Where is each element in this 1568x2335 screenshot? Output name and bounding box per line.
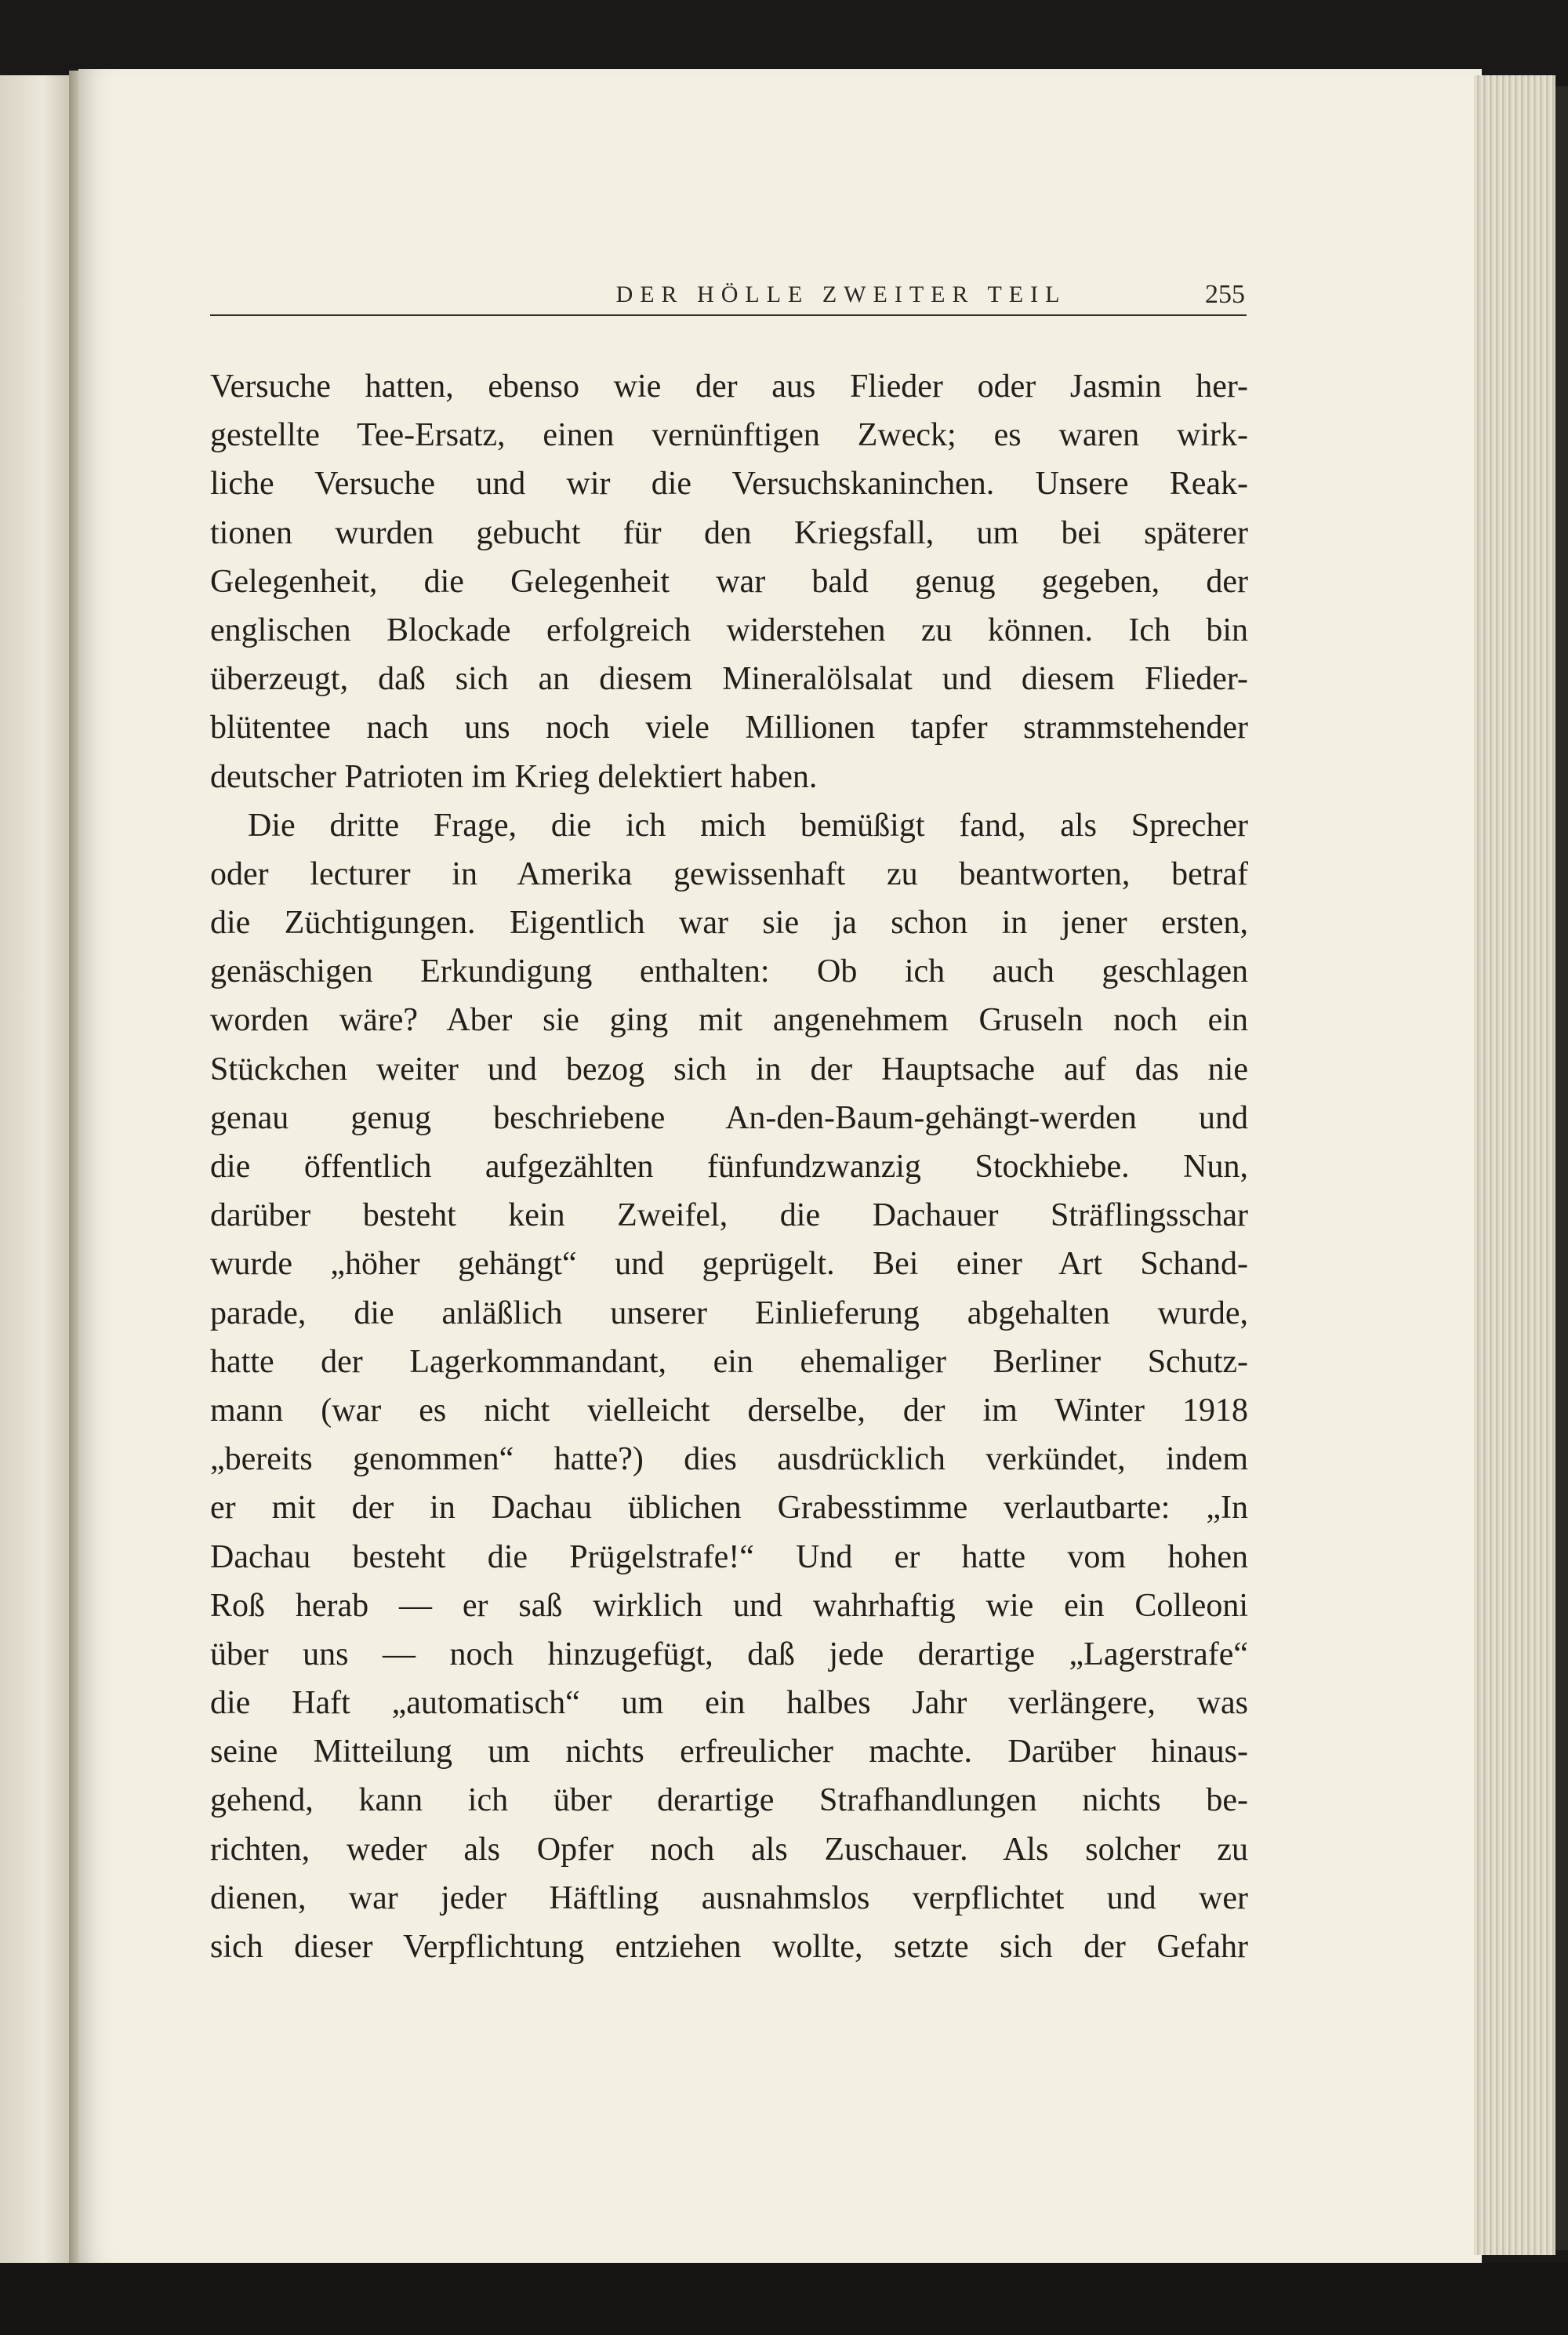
text-line: „bereits genommen“ hatte?) dies ausdrücklich verkündet, indem (210, 1441, 1248, 1478)
page-stack-edges (1474, 75, 1555, 2255)
text-line: die Haft „automatisch“ um ein halbes Jahr verlängere, was (210, 1685, 1248, 1722)
text-line: darüber besteht kein Zweifel, die Dachauer Sträflingsschar (210, 1197, 1248, 1234)
text-line: er mit der in Dachau üblichen Grabesstimme verlautbarte: „In (210, 1490, 1248, 1527)
text-line: Gelegenheit, die Gelegenheit war bald genug gegeben, der (210, 563, 1248, 600)
page-number: 255 (1205, 280, 1245, 309)
text-line: parade, die anläßlich unserer Einlieferung abgehalten wurde, (210, 1295, 1248, 1331)
text-line: blütentee nach uns noch viele Millionen tapfer strammstehender (210, 710, 1248, 746)
text-line: Dachau besteht die Prügelstrafe!“ Und er hatte vom hohen (210, 1538, 1248, 1575)
text-line: seine Mitteilung um nichts erfreulicher machte. Darüber hinaus- (210, 1734, 1248, 1770)
text-line: Die dritte Frage, die ich mich bemüßigt fand, als Sprecher (248, 807, 1248, 844)
text-line: richten, weder als Opfer noch als Zuschauer. Als solcher zu (210, 1831, 1248, 1868)
page-header (210, 274, 1245, 315)
scan-bottom-border (0, 2263, 1568, 2335)
text-line: gestellte Tee-Ersatz, einen vernünftigen Zweck; es waren wirk- (210, 417, 1248, 454)
text-line: oder lecturer in Amerika gewissenhaft zu beantworten, betraf (210, 855, 1248, 892)
text-line: wurde „höher gehängt“ und geprügelt. Bei einer Art Schand- (210, 1246, 1248, 1283)
text-line: gehend, kann ich über derartige Strafhandlungen nichts be- (210, 1782, 1248, 1819)
running-head: DER HÖLLE ZWEITER TEIL (615, 281, 1067, 307)
text-line: deutscher Patrioten im Krieg delektiert haben. (210, 758, 818, 795)
text-line: tionen wurden gebucht für den Kriegsfall, um bei späterer (210, 514, 1248, 551)
text-line: liche Versuche und wir die Versuchskaninchen. Unsere Reak- (210, 466, 1248, 503)
text-line: über uns — noch hinzugefügt, daß jede derartige „Lagerstrafe“ (210, 1636, 1248, 1672)
text-line: sich dieser Verpflichtung entziehen wollte, setzte sich der Gefahr (210, 1929, 1248, 1965)
text-line: genäschigen Erkundigung enthalten: Ob ich auch geschlagen (210, 953, 1248, 990)
cover-edge (1555, 86, 1568, 2250)
text-line: dienen, war jeder Häftling ausnahmslos verpflichtet und wer (210, 1879, 1248, 1916)
text-line: Roß herab — er saß wirklich und wahrhaftig wie ein Colleoni (210, 1587, 1248, 1624)
text-line: die Züchtigungen. Eigentlich war sie ja schon in jener ersten, (210, 905, 1248, 942)
text-line: die öffentlich aufgezählten fünfundzwanzig Stockhiebe. Nun, (210, 1149, 1248, 1185)
text-line: Stückchen weiter und bezog sich in der Hauptsache auf das nie (210, 1051, 1248, 1088)
text-line: hatte der Lagerkommandant, ein ehemaliger Berliner Schutz- (210, 1343, 1248, 1380)
text-line: Versuche hatten, ebenso wie der aus Flieder oder Jasmin her- (210, 369, 1248, 405)
header-rule (210, 314, 1247, 316)
text-line: englischen Blockade erfolgreich widerstehen zu können. Ich bin (210, 612, 1248, 648)
text-line: mann (war es nicht vielleicht derselbe, der im Winter 1918 (210, 1392, 1248, 1429)
text-line: worden wäre? Aber sie ging mit angenehmem Gruseln noch ein (210, 1002, 1248, 1039)
text-line: genau genug beschriebene An-den-Baum-gehängt-werden und (210, 1099, 1248, 1136)
text-line: überzeugt, daß sich an diesem Mineralölsalat und diesem Flieder- (210, 661, 1248, 698)
left-page-edge (0, 75, 72, 2263)
body-text (210, 362, 1248, 1971)
